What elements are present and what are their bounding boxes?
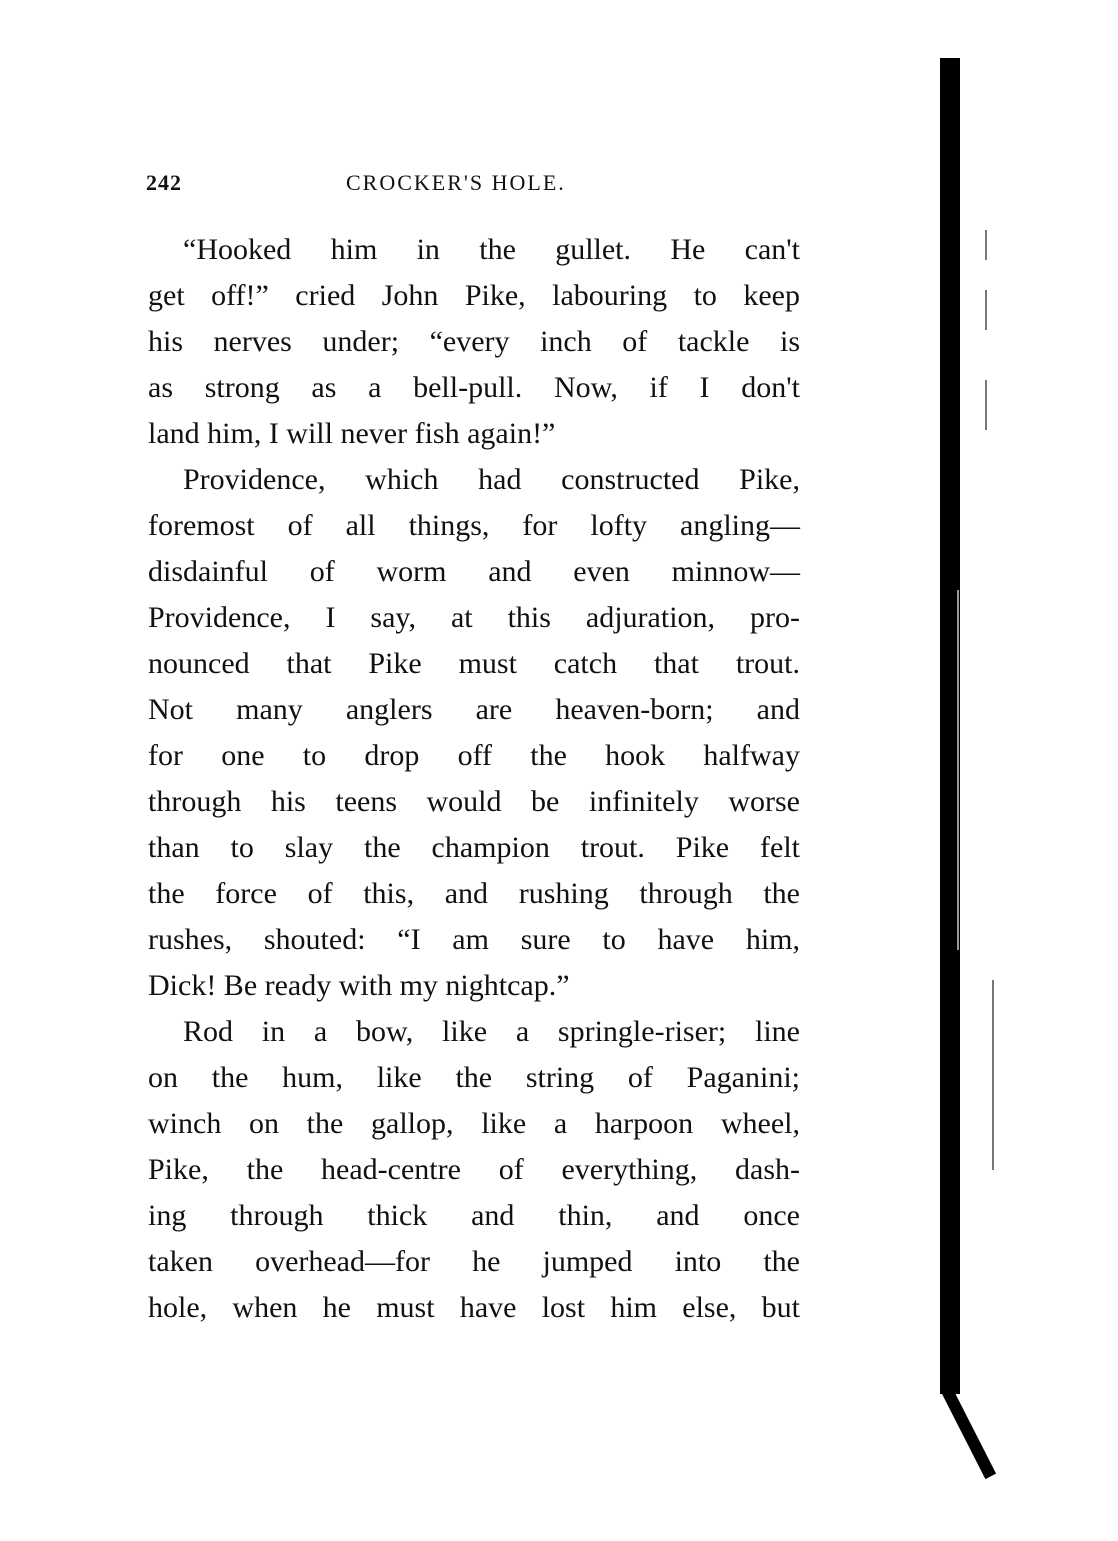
binding-edge-tail [940, 1385, 996, 1480]
text-line: for one to drop off the hook halfway [148, 739, 800, 772]
text-line: land him, I will never fish again!” [148, 417, 556, 450]
text-line: Rod in a bow, like a springle-riser; line [183, 1015, 800, 1048]
page-number: 242 [146, 170, 182, 195]
text-line: “Hooked him in the gullet. He can't [183, 233, 800, 266]
text-line: as strong as a bell-pull. Now, if I don't [148, 371, 800, 404]
text-line: Dick! Be ready with my nightcap.” [148, 969, 570, 1002]
text-line: taken overhead—for he jumped into the [148, 1245, 800, 1278]
text-line: his nerves under; “every inch of tackle is [148, 325, 800, 358]
page-header [146, 170, 796, 204]
text-line: Providence, I say, at this adjuration, pro- [148, 601, 800, 634]
scan-speck [992, 980, 994, 1170]
text-line: Pike, the head-centre of everything, dash- [148, 1153, 800, 1186]
text-line: on the hum, like the string of Paganini; [148, 1061, 800, 1094]
text-line: ing through thick and thin, and once [148, 1199, 800, 1232]
text-line: than to slay the champion trout. Pike felt [148, 831, 800, 864]
text-line: Providence, which had constructed Pike, [183, 463, 800, 496]
running-head: CROCKER'S HOLE. [346, 170, 566, 195]
text-line: the force of this, and rushing through the [148, 877, 800, 910]
scan-speck [985, 230, 987, 260]
text-line: hole, when he must have lost him else, but [148, 1291, 800, 1324]
text-line: through his teens would be infinitely worse [148, 785, 800, 818]
text-line: nounced that Pike must catch that trout. [148, 647, 800, 680]
text-line: Not many anglers are heaven-born; and [148, 693, 800, 726]
text-line: disdainful of worm and even minnow— [148, 555, 800, 588]
text-line: rushes, shouted: “I am sure to have him, [148, 923, 800, 956]
text-line: get off!” cried John Pike, labouring to keep [148, 279, 800, 312]
text-line: winch on the gallop, like a harpoon wheel, [148, 1107, 800, 1140]
body-text [148, 227, 800, 1331]
scan-speck [985, 290, 987, 330]
text-line: foremost of all things, for lofty angling— [148, 509, 800, 542]
scan-speck [957, 590, 959, 950]
scan-speck [985, 380, 987, 430]
